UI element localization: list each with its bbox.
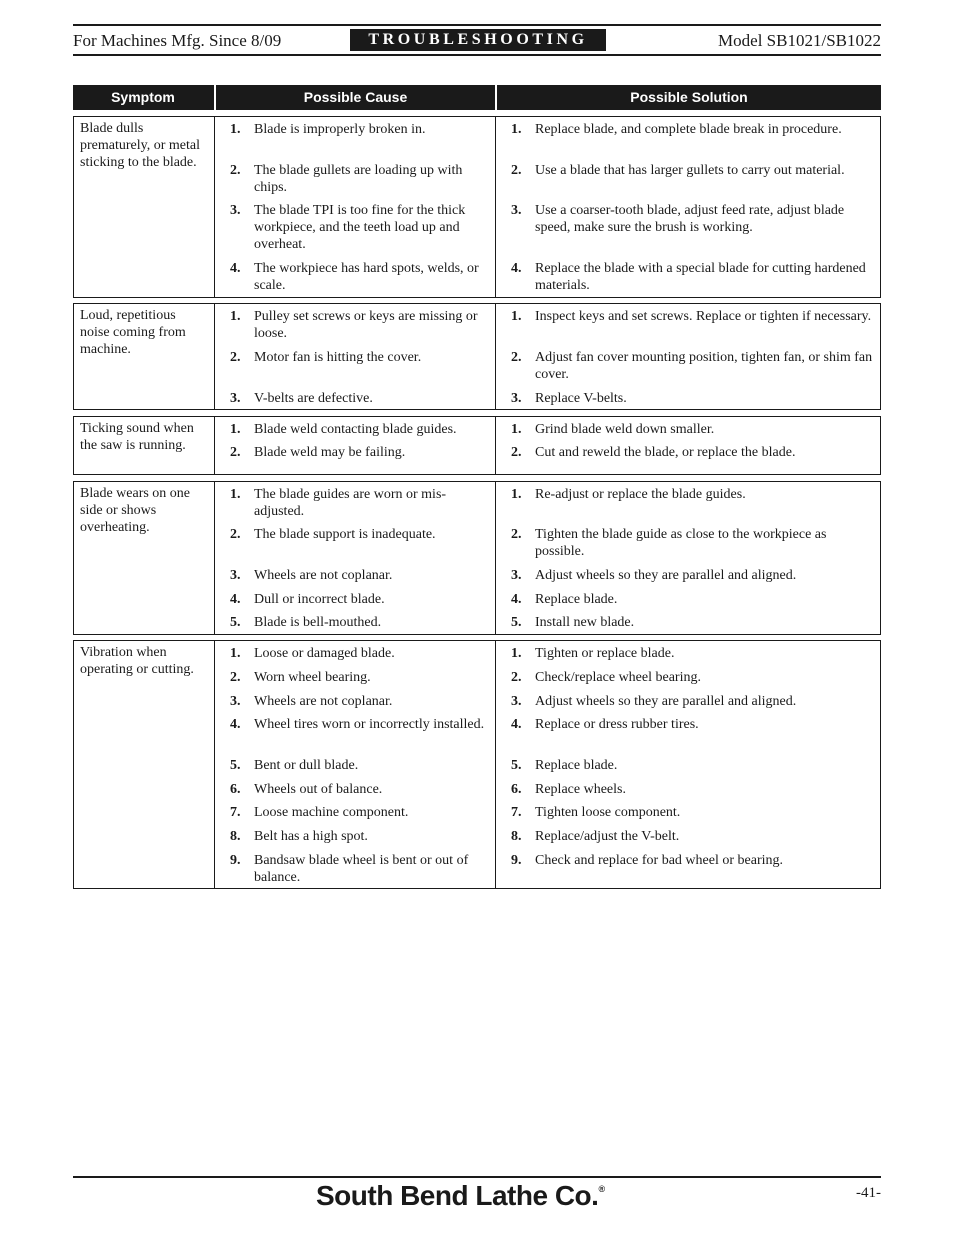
symptom-text: Blade dulls prematurely, or metal sticking to the blade.: [80, 121, 200, 171]
page-header: [73, 24, 881, 56]
registered-mark: ®: [598, 1184, 605, 1194]
troubleshooting-section-ticking-sound: Ticking sound when the saw is running. 1. Blade weld contacting blade guides. 1. Grind blade weld down smaller. 2. Blade weld may be failing. 2. Cut and reweld the blade, or replace the blade.: [73, 416, 881, 475]
header-model: Model SB1021/SB1022: [718, 31, 881, 50]
troubleshooting-section-vibration: Vibration when operating or cutting. 1. Loose or damaged blade. 1. Tighten or replace blade. 2. Worn wheel bearing. 2. Check/replace wheel bearing. 3. Wheels are not coplanar. 3. Adjust wheels so they are parallel and aligned. 4. Wheel tires worn or incorrectly installed. 4. Replace or dress rubber tires. 5. Bent or dull blade. 5. Replace blade. 6. Wheels out of balance. 6. Replace wheels. 7. Loose machine component. 7. Tighten loose component. 8. Belt has a high spot. 8. Replace/adjust the V-belt. 9. Bandsaw blade wheel is bent or out of balance. 9. Check and replace for bad wheel or bearing.: [73, 640, 881, 889]
column-header-solution: Possible Solution: [495, 85, 881, 110]
company-logo: South Bend Lathe Co.®: [316, 1180, 605, 1211]
symptom-text: Loud, repetitious noise coming from machine.: [80, 308, 186, 358]
footer-rule: [73, 1176, 881, 1178]
page-number: -41-: [856, 1185, 881, 1201]
column-header-cause: Possible Cause: [214, 85, 495, 110]
table-column-headers: [73, 85, 881, 110]
symptom-text: Vibration when operating or cutting.: [80, 645, 194, 678]
header-machines-note: For Machines Mfg. Since 8/09: [73, 31, 282, 50]
troubleshooting-section-blade-dulls: Blade dulls prematurely, or metal sticking to the blade. 1. Blade is improperly broken in. 1. Replace blade, and complete blade break in procedure. 2. The blade gullets are loading up with chips. 2. Use a blade that has larger gullets to carry out material. 3. The blade TPI is too fine for the thick workpiece, and the teeth load up and overheat. 3. Use a coarser-tooth blade, adjust feed rate, adjust blade speed, make sure the brush is working. 4. The workpiece has hard spots, welds, or scale. 4. Replace the blade with a special blade for cutting hardened materials.: [73, 116, 881, 298]
symptom-text: Blade wears on one side or shows overheating.: [80, 486, 191, 536]
troubleshooting-section-blade-wears: Blade wears on one side or shows overheating. 1. The blade guides are worn or mis-adjusted. 1. Re-adjust or replace the blade guides. 2. The blade support is inadequate. 2. Tighten the blade guide as close to the workpiece as possible. 3. Wheels are not coplanar. 3. Adjust wheels so they are parallel and aligned. 4. Dull or incorrect blade. 4. Replace blade. 5. Blade is bell-mouthed. 5. Install new blade.: [73, 481, 881, 635]
symptom-text: Ticking sound when the saw is running.: [80, 421, 194, 454]
column-header-symptom: Symptom: [111, 89, 175, 105]
troubleshooting-section-loud-noise: Loud, repetitious noise coming from machine. 1. Pulley set screws or keys are missing or loose. 1. Inspect keys and set screws. Replace or tighten if necessary. 2. Motor fan is hitting the cover. 2. Adjust fan cover mounting position, tighten fan, or shim fan cover. 3. V-belts are defective. 3. Replace V-belts.: [73, 303, 881, 410]
header-section-title: TROUBLESHOOTING: [350, 29, 606, 51]
